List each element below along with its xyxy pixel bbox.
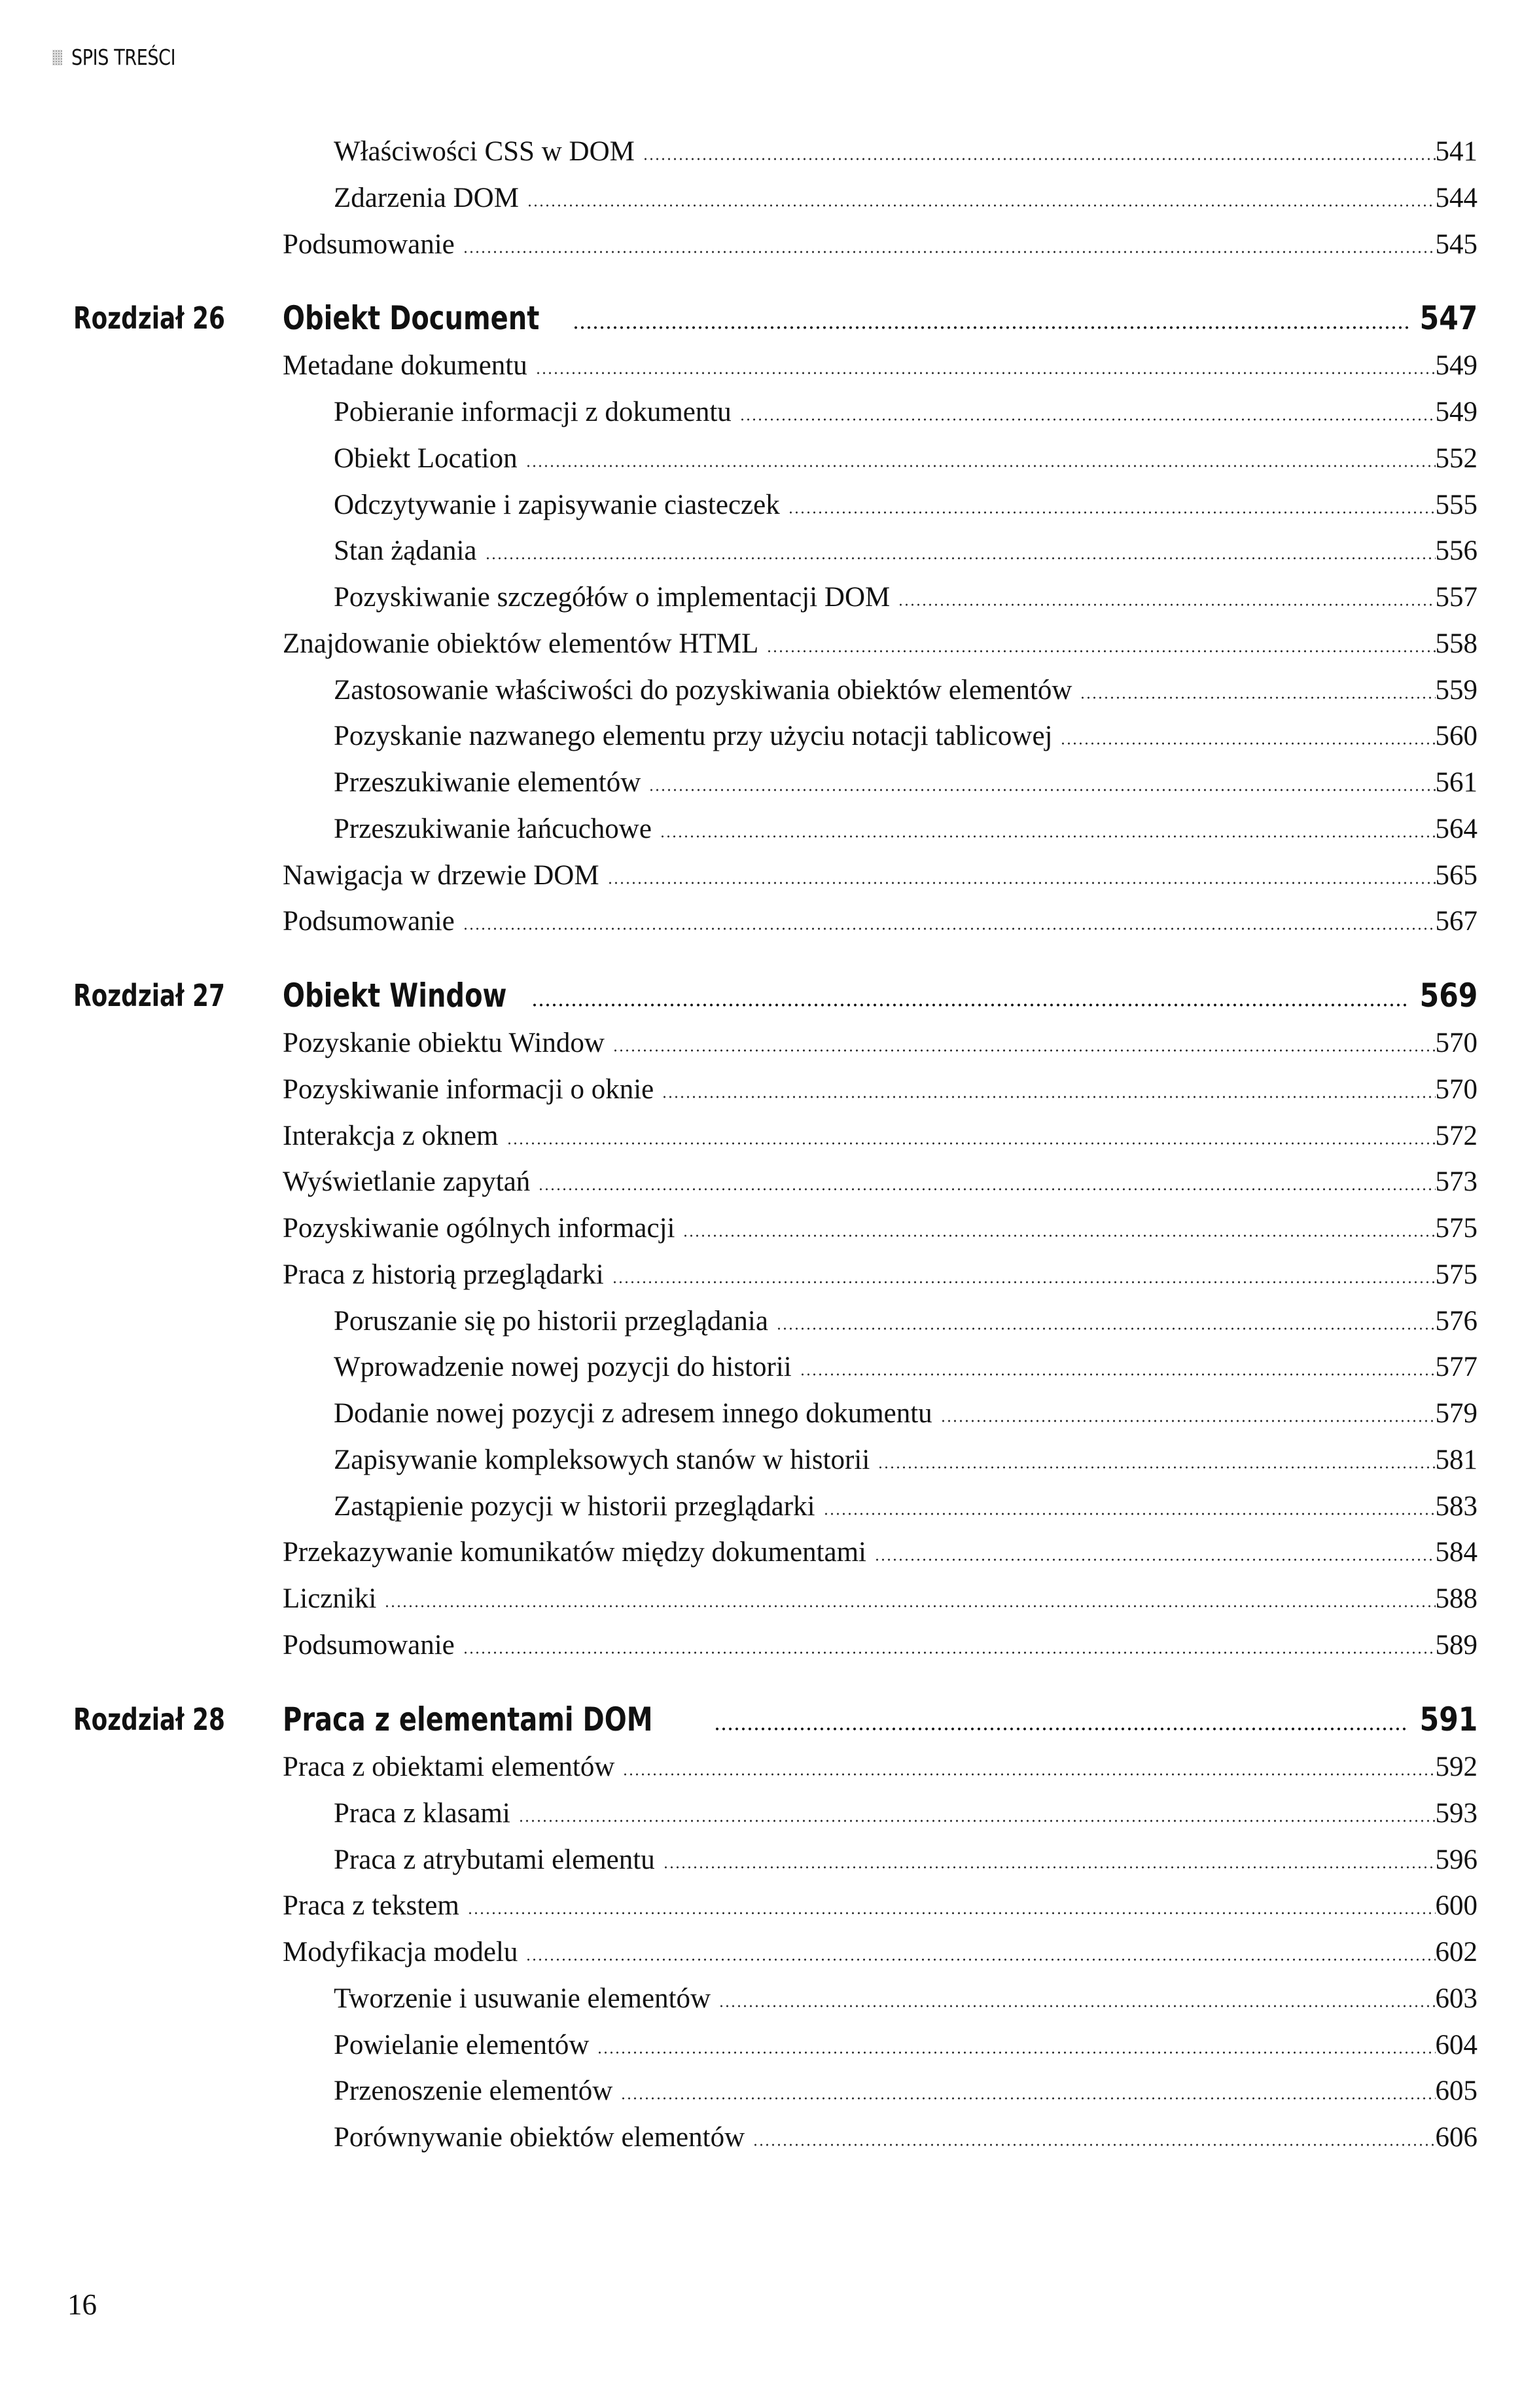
dot-leader — [752, 2144, 1435, 2146]
toc-entry[interactable] — [283, 1890, 1477, 1922]
toc-entry[interactable] — [283, 1700, 1477, 1738]
section-title: Zastąpienie pozycji w historii przeglądarki — [334, 1491, 815, 1522]
toc-entry[interactable] — [334, 813, 1477, 845]
dot-leader — [597, 2051, 1435, 2054]
page-ref: 584 — [1435, 1537, 1477, 1568]
toc-entry[interactable] — [283, 1212, 1477, 1244]
dot-leader — [467, 1912, 1436, 1914]
toc-entry-row[interactable] — [0, 1884, 1539, 1931]
toc-entry-row[interactable] — [0, 1392, 1539, 1439]
dot-leader — [506, 1142, 1436, 1145]
toc-entry[interactable] — [283, 628, 1477, 660]
toc-entry[interactable] — [283, 977, 1477, 1015]
toc-entry-row[interactable] — [0, 669, 1539, 715]
page-ref: 591 — [1419, 1700, 1477, 1738]
toc-entry-row[interactable] — [0, 1068, 1539, 1115]
page-ref: 589 — [1435, 1630, 1477, 1661]
toc-entry-row[interactable] — [0, 1253, 1539, 1300]
toc-entry[interactable] — [334, 1351, 1477, 1383]
toc-chapter-row[interactable] — [0, 298, 1539, 345]
toc-entry-row[interactable] — [0, 1531, 1539, 1577]
section-title: Interakcja z oknem — [283, 1121, 499, 1151]
dot-leader — [463, 927, 1436, 930]
section-title: Stan żądania — [334, 535, 477, 566]
page-ref: 569 — [1419, 977, 1477, 1015]
chapter-label: Rozdział 28 — [73, 1702, 225, 1737]
page-ref: 544 — [1435, 183, 1477, 213]
toc-entry[interactable] — [334, 1305, 1477, 1337]
page-ref: 579 — [1435, 1398, 1477, 1429]
section-title: Dodanie nowej pozycji z adresem innego dokumentu — [334, 1398, 932, 1429]
dot-leader — [463, 1651, 1436, 1654]
section-title: Praca z tekstem — [283, 1890, 459, 1921]
dot-leader — [823, 1513, 1436, 1515]
toc-entry[interactable] — [334, 182, 1477, 214]
toc-entry-row[interactable] — [0, 530, 1539, 576]
toc-entry-row[interactable] — [0, 576, 1539, 622]
section-title: Przeszukiwanie elementów — [334, 767, 641, 798]
section-title: Pozyskiwanie informacji o oknie — [283, 1074, 654, 1105]
page-ref: 570 — [1435, 1028, 1477, 1058]
toc-entry[interactable] — [283, 228, 1477, 261]
section-title: Praca z historią przeglądarki — [283, 1259, 604, 1290]
toc-entry-row[interactable] — [0, 1577, 1539, 1624]
section-title: Pobieranie informacji z dokumentu — [334, 397, 732, 427]
section-title: Wyświetlanie zapytań — [283, 1166, 531, 1197]
section-title: Pozyskanie nazwanego elementu przy użyciu notacji tablicowej — [334, 721, 1053, 751]
dot-leader — [525, 1958, 1435, 1961]
page-number: 16 — [67, 2288, 97, 2321]
section-title: Obiekt Location — [334, 443, 518, 474]
dot-leader — [612, 1049, 1436, 1052]
page-ref: 603 — [1435, 1983, 1477, 2014]
dot-leader — [776, 1327, 1436, 1330]
section-title: Tworzenie i usuwanie elementów — [334, 1983, 711, 2014]
toc-entry-row[interactable] — [0, 1485, 1539, 1532]
dot-leader — [714, 1727, 1409, 1731]
toc-entry[interactable] — [283, 1259, 1477, 1291]
section-title: Modyfikacja modelu — [283, 1937, 518, 1968]
toc-entry[interactable] — [283, 1629, 1477, 1661]
header-title: SPIS TREŚCI — [71, 45, 176, 70]
toc-entry-row[interactable] — [0, 854, 1539, 901]
page-ref: 581 — [1435, 1445, 1477, 1475]
dot-leader — [788, 511, 1436, 514]
section-title: Zastosowanie właściwości do pozyskiwania obiektów elementów — [334, 675, 1072, 706]
toc-entry-row[interactable] — [0, 391, 1539, 437]
section-title: Wprowadzenie nowej pozycji do historii — [334, 1352, 792, 1382]
toc-entry-row[interactable] — [0, 1300, 1539, 1346]
toc-entry-row[interactable] — [0, 808, 1539, 854]
dot-leader — [660, 835, 1436, 838]
toc-entry[interactable] — [283, 1166, 1477, 1198]
toc-entry[interactable] — [283, 1073, 1477, 1105]
toc-entry-row[interactable] — [0, 1346, 1539, 1392]
toc-entry[interactable] — [334, 396, 1477, 428]
chapter-label: Rozdział 27 — [73, 978, 225, 1013]
toc-entry[interactable] — [283, 1027, 1477, 1059]
toc-entry[interactable] — [283, 1936, 1477, 1968]
dot-leader — [1060, 742, 1435, 745]
section-title: Podsumowanie — [283, 906, 455, 937]
page-ref: 557 — [1435, 582, 1477, 613]
page-ref: 575 — [1435, 1213, 1477, 1244]
toc-entry[interactable] — [334, 1444, 1477, 1476]
dot-leader — [662, 1096, 1435, 1098]
toc-entry[interactable] — [334, 2075, 1477, 2107]
toc-entry[interactable] — [334, 135, 1477, 168]
page-ref: 600 — [1435, 1890, 1477, 1921]
dot-leader — [535, 372, 1436, 374]
dot-leader — [898, 603, 1435, 606]
chapter-title: Obiekt Document — [283, 299, 540, 337]
toc-entry-row[interactable] — [0, 177, 1539, 223]
dot-leader — [620, 2097, 1435, 2100]
dot-leader — [877, 1466, 1435, 1469]
page-ref: 560 — [1435, 721, 1477, 751]
page-ref: 559 — [1435, 675, 1477, 706]
toc-entry-row[interactable] — [0, 1160, 1539, 1207]
toc-entry[interactable] — [334, 1490, 1477, 1522]
toc-entry-row[interactable] — [0, 130, 1539, 177]
toc-entry-row[interactable] — [0, 1839, 1539, 1885]
page-ref: 576 — [1435, 1306, 1477, 1337]
toc-entry-row[interactable] — [0, 2070, 1539, 2116]
toc-entry[interactable] — [283, 1751, 1477, 1783]
toc-entry[interactable] — [334, 489, 1477, 521]
section-title: Poruszanie się po historii przeglądania — [334, 1306, 768, 1337]
page-ref: 552 — [1435, 443, 1477, 474]
toc-entry-row[interactable] — [0, 1115, 1539, 1161]
section-title: Przekazywanie komunikatów między dokumentami — [283, 1537, 866, 1568]
toc-chapter-row[interactable] — [0, 976, 1539, 1022]
toc-entry-row[interactable] — [0, 1746, 1539, 1792]
dot-leader — [463, 251, 1436, 253]
dot-leader — [940, 1420, 1436, 1422]
page-ref: 564 — [1435, 814, 1477, 844]
toc-entry[interactable] — [283, 859, 1477, 891]
section-title: Właściwości CSS w DOM — [334, 136, 635, 167]
page-ref: 577 — [1435, 1352, 1477, 1382]
section-title: Zapisywanie kompleksowych stanów w historii — [334, 1445, 870, 1475]
section-title: Podsumowanie — [283, 1630, 455, 1661]
page-ref: 602 — [1435, 1937, 1477, 1968]
page-ref: 545 — [1435, 229, 1477, 260]
toc-entry-row[interactable] — [0, 622, 1539, 669]
dot-leader — [384, 1605, 1435, 1608]
toc-entry[interactable] — [334, 720, 1477, 752]
dot-leader — [531, 1003, 1409, 1007]
dot-leader — [525, 465, 1436, 467]
toc-entry-row[interactable] — [0, 437, 1539, 484]
dot-leader — [573, 326, 1409, 329]
toc-entry[interactable] — [283, 350, 1477, 382]
page-ref: 549 — [1435, 397, 1477, 427]
toc-entry-row[interactable] — [0, 1931, 1539, 1977]
page-ref: 556 — [1435, 535, 1477, 566]
toc-entry-row[interactable] — [0, 484, 1539, 530]
page-ref: 573 — [1435, 1166, 1477, 1197]
running-header — [52, 45, 198, 70]
dot-leader — [607, 882, 1436, 884]
toc-entry-row[interactable] — [0, 1792, 1539, 1839]
section-title: Zdarzenia DOM — [334, 183, 519, 213]
dot-leader — [718, 2005, 1435, 2007]
dot-leader — [485, 557, 1436, 560]
chapter-title: Praca z elementami DOM — [283, 1700, 653, 1738]
section-title: Praca z obiektami elementów — [283, 1752, 615, 1782]
dot-leader — [663, 1866, 1436, 1869]
dot-leader — [518, 1820, 1436, 1822]
toc-entry[interactable] — [334, 674, 1477, 706]
dot-leader — [874, 1558, 1436, 1561]
chapter-label: Rozdział 26 — [73, 300, 225, 336]
chapter-title: Obiekt Window — [283, 977, 507, 1015]
dot-leader — [622, 1773, 1435, 1776]
page-ref: 593 — [1435, 1798, 1477, 1829]
page-ref: 558 — [1435, 628, 1477, 659]
section-title: Porównywanie obiektów elementów — [334, 2122, 745, 2153]
toc-entry-row[interactable] — [0, 900, 1539, 946]
toc-entry[interactable] — [334, 1983, 1477, 2015]
toc-entry[interactable] — [283, 299, 1477, 337]
dot-leader — [612, 1281, 1436, 1284]
dot-leader — [643, 158, 1436, 160]
dot-leader — [800, 1373, 1436, 1376]
toc-entry[interactable] — [283, 1536, 1477, 1568]
page-ref: 570 — [1435, 1074, 1477, 1105]
page-ref: 555 — [1435, 490, 1477, 520]
section-title: Przenoszenie elementów — [334, 2076, 613, 2106]
section-title: Przeszukiwanie łańcuchowe — [334, 814, 652, 844]
dot-leader — [527, 204, 1436, 207]
toc-entry-row[interactable] — [0, 223, 1539, 270]
toc-entry-row[interactable] — [0, 1624, 1539, 1670]
page-ref: 567 — [1435, 906, 1477, 937]
page-ref: 604 — [1435, 2030, 1477, 2060]
page-ref: 549 — [1435, 350, 1477, 381]
dot-leader — [739, 418, 1436, 421]
section-title: Nawigacja w drzewie DOM — [283, 860, 599, 891]
dot-leader — [682, 1234, 1435, 1237]
toc-entry[interactable] — [283, 905, 1477, 937]
page-ref: 596 — [1435, 1844, 1477, 1875]
page-ref: 592 — [1435, 1752, 1477, 1782]
toc-entry[interactable] — [334, 2029, 1477, 2061]
page-ref: 565 — [1435, 860, 1477, 891]
dot-leader — [766, 650, 1435, 653]
section-title: Pozyskanie obiektu Window — [283, 1028, 605, 1058]
toc-entry[interactable] — [334, 535, 1477, 567]
dot-leader — [1080, 696, 1435, 699]
toc-entry[interactable] — [334, 1797, 1477, 1829]
toc-entry-row[interactable] — [0, 1207, 1539, 1253]
toc-entry-row[interactable] — [0, 715, 1539, 761]
toc-entry-row[interactable] — [0, 2024, 1539, 2070]
section-title: Podsumowanie — [283, 229, 455, 260]
page-ref: 606 — [1435, 2122, 1477, 2153]
page-ref: 541 — [1435, 136, 1477, 167]
toc-entry-row[interactable] — [0, 1977, 1539, 2024]
toc-entry[interactable] — [334, 2121, 1477, 2153]
section-title: Odczytywanie i zapisywanie ciasteczek — [334, 490, 780, 520]
toc-entry[interactable] — [334, 442, 1477, 475]
toc-entry-row[interactable] — [0, 344, 1539, 391]
toc-entry-row[interactable] — [0, 1439, 1539, 1485]
page-ref: 572 — [1435, 1121, 1477, 1151]
toc-chapter-row[interactable] — [0, 1700, 1539, 1746]
toc-entry-row[interactable] — [0, 2116, 1539, 2163]
section-title: Praca z klasami — [334, 1798, 510, 1829]
toc-entry[interactable] — [283, 1583, 1477, 1615]
section-title: Metadane dokumentu — [283, 350, 527, 381]
page-ref: 605 — [1435, 2076, 1477, 2106]
section-title: Pozyskiwanie szczegółów o implementacji DOM — [334, 582, 891, 613]
toc-entry[interactable] — [334, 1844, 1477, 1876]
section-title: Powielanie elementów — [334, 2030, 590, 2060]
section-title: Znajdowanie obiektów elementów HTML — [283, 628, 759, 659]
toc-entry[interactable] — [334, 1397, 1477, 1429]
page-ref: 583 — [1435, 1491, 1477, 1522]
toc-entry[interactable] — [334, 581, 1477, 613]
dotted-square-icon — [52, 50, 62, 65]
dot-leader — [648, 789, 1435, 791]
page-ref: 561 — [1435, 767, 1477, 798]
section-title: Praca z atrybutami elementu — [334, 1844, 655, 1875]
dot-leader — [538, 1188, 1435, 1191]
toc-entry[interactable] — [283, 1120, 1477, 1152]
toc-entry[interactable] — [334, 766, 1477, 799]
toc-entry-row[interactable] — [0, 761, 1539, 808]
section-title: Pozyskiwanie ogólnych informacji — [283, 1213, 675, 1244]
section-title: Liczniki — [283, 1583, 377, 1614]
page-ref: 588 — [1435, 1583, 1477, 1614]
page-ref: 575 — [1435, 1259, 1477, 1290]
toc-entry-row[interactable] — [0, 1022, 1539, 1068]
page-ref: 547 — [1419, 299, 1477, 337]
